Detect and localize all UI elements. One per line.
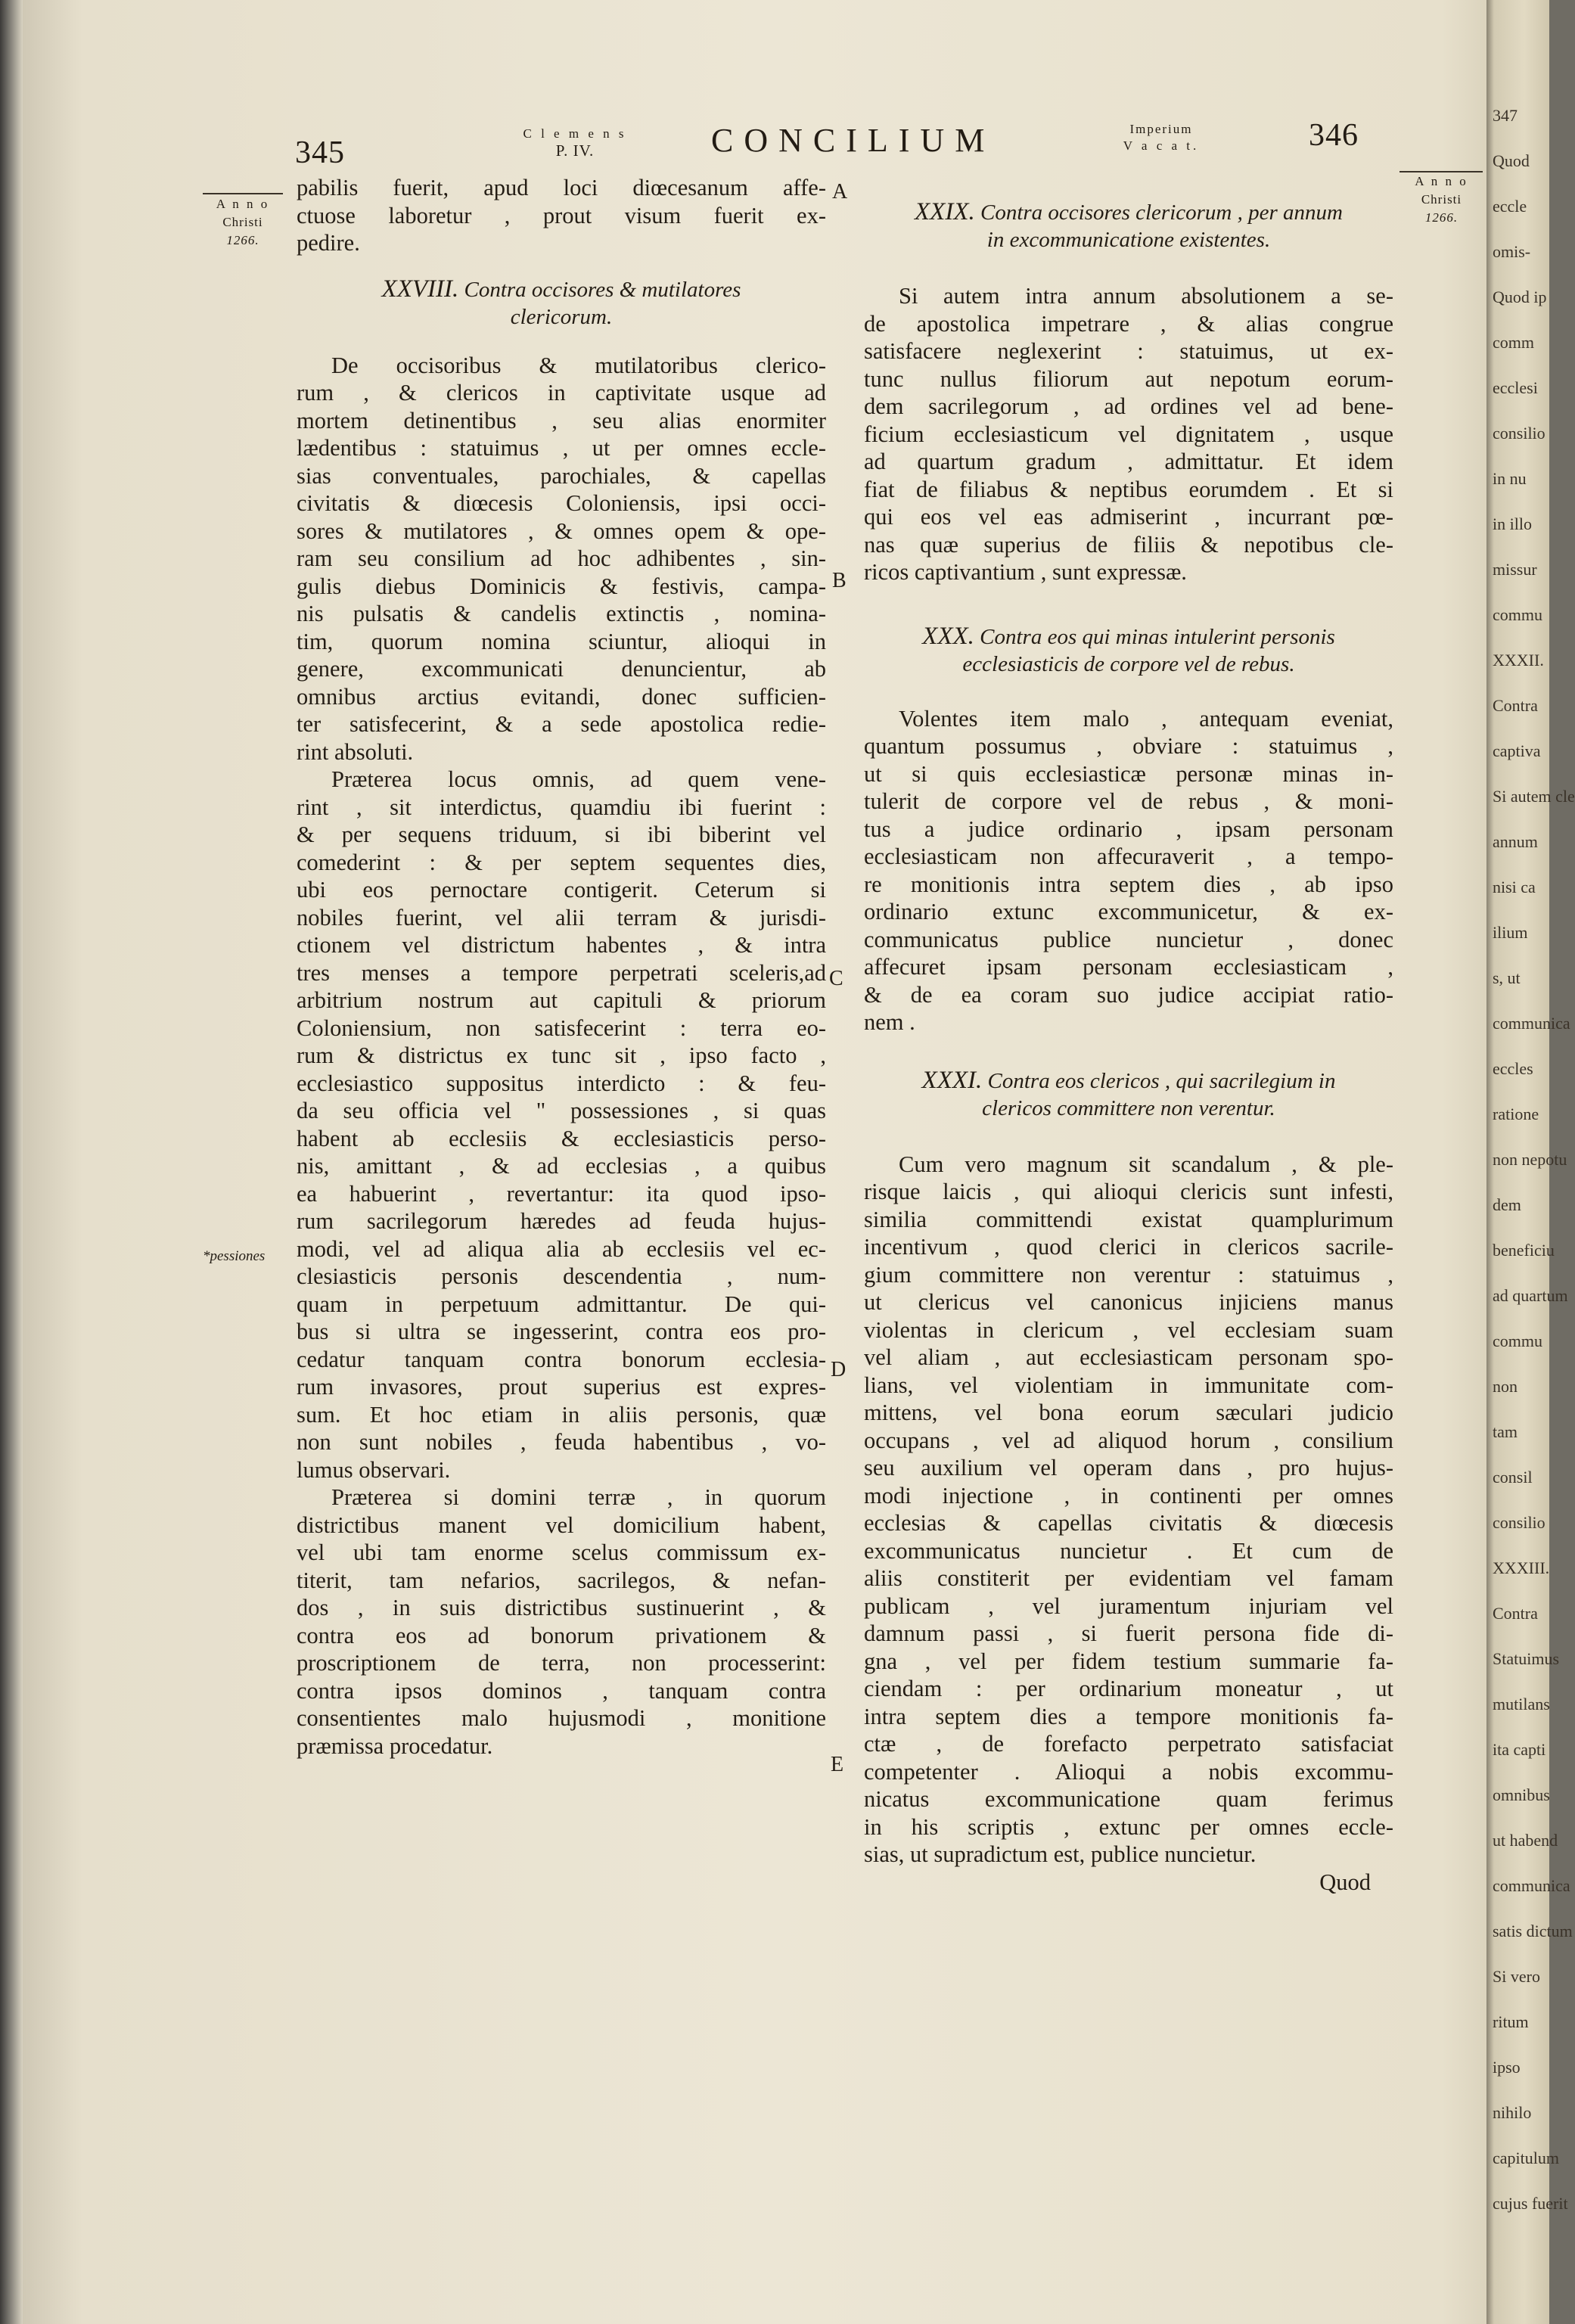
text-line: tulerit de corpore vel de rebus , & moni-	[864, 788, 1393, 814]
next-page-fragment: 347	[1493, 106, 1518, 125]
text-line: lædentibus : statuimus , ut per omnes eccle-	[297, 435, 826, 461]
christi-label: Christi	[1421, 192, 1462, 207]
text-line: Coloniensium, non satisfecerint : terra eo-	[297, 1014, 826, 1041]
next-page-fragment: communica	[1493, 1014, 1570, 1033]
next-page-fragment: communica	[1493, 1876, 1570, 1895]
text-line: similia committendi existat quamplurimum	[864, 1206, 1393, 1232]
text-line: modi, vel ad aliqua alia ab ecclesiis vel ec-	[297, 1235, 826, 1262]
heading-text: ecclesiasticis de corpore vel de rebus.	[962, 651, 1295, 676]
text-line: pedire.	[297, 230, 360, 256]
heading-text: clericos committere non verentur.	[982, 1095, 1275, 1120]
next-page-fragment: non	[1493, 1377, 1518, 1396]
text-line: arbitrium nostrum aut capituli & priorum	[297, 987, 826, 1013]
left-column	[297, 174, 826, 1760]
next-page-fragment: Si autem cle	[1493, 787, 1575, 806]
next-page-fragment: ipso	[1493, 2058, 1521, 2077]
text-line: tunc nullus filiorum aut nepotum eorum-	[864, 365, 1393, 392]
text-line: de apostolica impetrare , & alias congrue	[864, 310, 1393, 337]
text-line: Præterea locus omnis, ad quem vene-	[331, 766, 826, 792]
text-line: districtibus manent vel domicilium habent,	[297, 1512, 826, 1538]
text-line: mortem detinentibus , seu alias enormiter	[297, 407, 826, 433]
text-line: contra ipsos dominos , tanquam contra	[297, 1677, 826, 1704]
next-page-fragment: omis-	[1493, 242, 1531, 261]
text-line: ctuose laboretur , prout visum fuerit ex-	[297, 202, 826, 228]
next-page-fragment: comm	[1493, 333, 1534, 352]
text-line: ecclesiastico suppositus interdicto : & feu-	[297, 1070, 826, 1096]
heading-text: Contra occisores clericorum , per annum	[980, 200, 1343, 225]
text-line: ut clericus vel canonicus injiciens manus	[864, 1289, 1393, 1315]
next-page-fragment: ecclesi	[1493, 378, 1538, 397]
text-line: lumus observari.	[297, 1456, 451, 1483]
text-line: proscriptionem de terra, non processerint:	[297, 1650, 826, 1676]
heading-xxviii	[297, 275, 826, 331]
text-line: ctionem vel districtum habentes , & intra	[297, 932, 826, 958]
text-line: occupans , vel ad aliquod horum , consilium	[864, 1427, 1393, 1453]
next-page-fragment: captiva	[1493, 741, 1541, 760]
heading-number: XXXI.	[921, 1066, 983, 1094]
text-line: contra eos ad bonorum privationem &	[297, 1622, 826, 1648]
text-line: dos , in suis districtibus sustinuerint , &	[297, 1595, 826, 1620]
text-line: Si autem intra annum absolutionem a se-	[899, 283, 1393, 309]
heading-number: XXX.	[922, 622, 974, 650]
next-page-fragment: ut habend	[1493, 1831, 1558, 1850]
intro-lines	[297, 174, 826, 257]
section-letter-a: A	[832, 180, 848, 204]
heading-xxxi	[864, 1067, 1393, 1122]
next-page-fragment: commu	[1493, 605, 1542, 624]
section-letter-d: D	[831, 1358, 847, 1381]
text-line: risque laicis , qui alioqui clericis sunt infesti,	[864, 1179, 1393, 1204]
section-letter-b: B	[832, 569, 847, 592]
text-line: fiat de filiabus & neptibus eorumdem . Et si	[864, 476, 1393, 502]
paragraph	[297, 1484, 826, 1760]
text-line: damnum passi , si fuerit persona fide di-	[864, 1620, 1393, 1646]
anno-label: A n n o	[216, 197, 270, 211]
text-line: ordinario extunc excommunicetur, & ex-	[864, 899, 1393, 924]
text-line: præmissa procedatur.	[297, 1732, 493, 1759]
next-page-fragment: in illo	[1493, 514, 1532, 533]
section-letter-e: E	[831, 1753, 844, 1776]
text-line: seu auxilium vel operam dans , pro hujus-	[864, 1455, 1393, 1480]
next-page-fragment: capitulum	[1493, 2148, 1559, 2167]
next-page-fragment: omnibus	[1493, 1785, 1550, 1804]
text-line: vel ubi tam enorme scelus commissum ex-	[297, 1539, 826, 1565]
next-page-fragment: XXXII.	[1493, 651, 1544, 670]
text-line: ram seu consilium ad hoc adhibentes , sin-	[297, 545, 826, 571]
text-line: satisfacere neglexerint : statuimus, ut ex-	[864, 338, 1393, 364]
catchword: Quod	[1319, 1869, 1371, 1895]
book-page	[23, 0, 1517, 2324]
next-page-fragment: cujus fuerit	[1493, 2194, 1568, 2213]
imperium-label: Imperium	[1129, 122, 1193, 136]
running-head-imperium	[1074, 121, 1248, 154]
text-line: tus a judice ordinario , ipsam personam	[864, 816, 1393, 842]
next-page-fragment: Contra	[1493, 1604, 1538, 1623]
right-column	[864, 198, 1393, 1896]
text-line: tim, quorum nomina sciuntur, alioqui in	[297, 628, 826, 654]
text-line: ciendam : per ordinarium moneatur , ut	[864, 1676, 1393, 1701]
text-line: qui eos vel eas admiserint , incurrant pœ-	[864, 504, 1393, 530]
heading-text: in excommunicatione existentes.	[986, 228, 1271, 252]
text-line: intra septem dies a tempore monitionis fa-	[864, 1703, 1393, 1729]
text-line: Cum vero magnum sit scandalum , & ple-	[899, 1151, 1393, 1177]
margin-anno-right	[1390, 172, 1493, 227]
heading-text: Contra eos qui minas intulerint personis	[980, 624, 1335, 649]
text-line: rum & districtus ex tunc sit , ipso facto ,	[297, 1042, 826, 1068]
next-page-fragment: Si vero	[1493, 1967, 1540, 1986]
year-label: 1266.	[1424, 210, 1459, 225]
vacat-label: V a c a t.	[1123, 138, 1200, 153]
paragraph	[297, 352, 826, 766]
paragraph	[864, 705, 1393, 1036]
text-line: incentivum , quod clerici in clericos sacrile-	[864, 1234, 1393, 1260]
next-page-fragment: tam	[1493, 1422, 1518, 1441]
next-page-fragment: s, ut	[1493, 968, 1521, 987]
text-line: ea habuerint , revertantur: ita quod ipso-	[297, 1180, 826, 1207]
text-line: habent ab ecclesiis & ecclesiasticis perso-	[297, 1125, 826, 1151]
text-line: comederint : & per septem sequentes dies,	[297, 849, 826, 875]
text-line: communicatus publice nuncietur , donec	[864, 926, 1393, 952]
text-line: modi injectione , in continenti per omnes	[864, 1482, 1393, 1508]
page-number-left: 345	[295, 135, 345, 170]
margin-rule-left	[203, 193, 283, 194]
next-page-fragment: consil	[1493, 1468, 1533, 1487]
heading-xxx	[864, 623, 1393, 678]
page-number-right: 346	[1309, 118, 1359, 153]
text-line: excommunicatus nuncietur . Et cum de	[864, 1537, 1393, 1564]
paragraph	[864, 282, 1393, 586]
margin-gloss: *pessiones	[203, 1248, 266, 1264]
text-line: ecclesiasticam non affecuraverit , a tempo-	[864, 844, 1393, 869]
next-page-fragment: missur	[1493, 560, 1537, 579]
text-line: sores & mutilatores , & omnes opem & ope-	[297, 517, 826, 544]
next-page-fragment: ad quartum	[1493, 1286, 1568, 1305]
text-line: ubi eos pernoctare contigerit. Ceterum si	[297, 877, 826, 903]
paragraph	[864, 1151, 1393, 1869]
text-line: gulis diebus Dominicis & festivis, campa-	[297, 573, 826, 599]
text-line: genere, excommunicati denuncientur, ab	[297, 656, 826, 682]
text-line: aliis constiterit per evidentiam vel famam	[864, 1565, 1393, 1591]
text-line: clesiasticis personis descendentia , num-	[297, 1263, 826, 1289]
christi-label: Christi	[222, 215, 263, 229]
text-line: publicam , vel juramentum injuriam vel	[864, 1592, 1393, 1619]
year-label: 1266.	[226, 233, 259, 247]
text-line: ad quartum gradum , admittatur. Et idem	[864, 449, 1393, 474]
next-page-fragment: non nepotu	[1493, 1150, 1567, 1169]
next-page-fragment: Quod ip	[1493, 287, 1547, 306]
heading-text: Contra eos clericos , qui sacrilegium in	[987, 1068, 1336, 1093]
margin-anno-left	[194, 195, 292, 250]
text-line: vel aliam , aut ecclesiasticam personam spo-	[864, 1344, 1393, 1370]
text-line: & de ea coram suo judice accipiat ratio-	[864, 981, 1393, 1008]
anno-label: A n n o	[1415, 174, 1468, 188]
text-line: Præterea si domini terræ , in quorum	[331, 1484, 826, 1510]
text-line: rum sacrilegorum hæredes ad feuda hujus-	[297, 1208, 826, 1234]
text-line: non sunt nobiles , feuda habentibus , vo-	[297, 1429, 826, 1455]
text-line: Volentes item malo , antequam eveniat,	[899, 705, 1393, 732]
text-line: De occisoribus & mutilatoribus clerico-	[331, 352, 826, 378]
text-line: violentas in clericum , vel ecclesiam suam	[864, 1316, 1393, 1343]
text-line: competenter . Alioqui a nobis excommu-	[864, 1758, 1393, 1785]
pope-name: C l e m e n s	[523, 126, 627, 141]
next-page-fragment: XXXIII.	[1493, 1558, 1550, 1577]
text-line: gna , vel per fidem testium summarie fa-	[864, 1648, 1393, 1674]
next-page-fragment: nihilo	[1493, 2103, 1532, 2122]
text-line: da seu officia vel " possessiones , si quas	[297, 1098, 826, 1123]
section-letter-c: C	[829, 967, 843, 990]
text-line: rint , sit interdictus, quamdiu ibi fuerint :	[297, 794, 826, 820]
text-line: nobiles fuerint, vel alii terram & jurisdi-	[297, 904, 826, 931]
next-page-fragment: Quod	[1493, 151, 1530, 170]
text-line: omnibus arctius evitandi, donec sufficien-	[297, 683, 826, 710]
text-line: ecclesias & capellas civitatis & diœcesis	[864, 1510, 1393, 1536]
next-page-fragment: ita capti	[1493, 1740, 1546, 1759]
next-page-fragment: annum	[1493, 832, 1538, 851]
text-line: titerit, tam nefarios, sacrilegos, & nefan-	[297, 1567, 826, 1593]
next-page-fragment: eccles	[1493, 1059, 1533, 1078]
heading-xxix	[864, 198, 1393, 253]
next-page-fragment: consilio	[1493, 1513, 1545, 1532]
text-line: sias conventuales, parochiales, & capellas	[297, 462, 826, 489]
text-line: quam in perpetuum admittantur. De qui-	[297, 1291, 826, 1317]
text-line: ter satisfecerint, & a sede apostolica redie-	[297, 711, 826, 737]
text-line: rum , & clericos in captivitate usque ad	[297, 380, 826, 405]
text-line: rum invasores, prout superius est expres-	[297, 1374, 826, 1400]
text-line: pabilis fuerit, apud loci diœcesanum affe-	[297, 175, 826, 200]
next-page-fragment: commu	[1493, 1331, 1542, 1350]
next-page-fragment: eccle	[1493, 197, 1527, 216]
heading-number: XXVIII.	[381, 275, 459, 303]
text-line: nis pulsatis & candelis extinctis , nomina-	[297, 601, 826, 626]
text-line: nem .	[864, 1009, 915, 1035]
text-line: lians, vel violentiam in immunitate com-	[864, 1372, 1393, 1398]
running-head-title: CONCILIUM	[711, 122, 996, 159]
next-page-fragment: Contra	[1493, 696, 1538, 715]
book-gutter-edge	[0, 0, 23, 2324]
text-line: tres menses a tempore perpetrati sceleris,ad	[297, 959, 826, 986]
text-line: nas quæ superius de filiis & nepotibus cle-	[864, 531, 1393, 558]
text-line: gium committere non verentur : statuimus ,	[864, 1261, 1393, 1288]
next-page-fragment: ritum	[1493, 2012, 1529, 2031]
next-page-fragment: mutilans	[1493, 1695, 1550, 1713]
next-page-fragment: nisi ca	[1493, 878, 1536, 896]
next-page-fragment: ratione	[1493, 1105, 1539, 1123]
text-line: rint absoluti.	[297, 738, 414, 765]
next-page-fragment: satis dictum	[1493, 1922, 1573, 1940]
next-page-edge	[1486, 0, 1575, 2324]
text-line: in his scriptis , extunc per omnes eccle-	[864, 1813, 1393, 1840]
text-line: mittens, vel bona eorum sæculari judicio	[864, 1400, 1393, 1425]
text-line: cedatur tanquam contra bonorum ecclesia-	[297, 1346, 826, 1372]
next-page-fragment: in nu	[1493, 469, 1527, 488]
pope-number: P. IV.	[555, 141, 595, 160]
heading-text: Contra occisores & mutilatores	[464, 277, 741, 302]
text-line: ctæ , de forefacto perpetrato satisfaciat	[864, 1731, 1393, 1757]
text-line: sias, ut supradictum est, publice nuncietur.	[864, 1841, 1257, 1867]
text-line: ficium ecclesiasticum vel dignitatem , usque	[864, 421, 1393, 447]
text-line: nis, amittant , & ad ecclesias , a quibus	[297, 1153, 826, 1179]
heading-number: XXIX.	[915, 198, 975, 225]
next-page-fragment: beneficiu	[1493, 1241, 1555, 1260]
text-line: quantum possumus , obviare : statuimus ,	[864, 733, 1393, 759]
text-line: civitatis & diœcesis Coloniensis, ipsi occi-	[297, 490, 826, 516]
text-line: sum. Et hoc etiam in aliis personis, quæ	[297, 1401, 826, 1428]
text-line: affecuret ipsam personam ecclesiasticam ,	[864, 954, 1393, 980]
text-line: re monitionis intra septem dies , ab ipso	[864, 871, 1393, 897]
next-page-fragment: Statuimus	[1493, 1649, 1560, 1668]
text-line: nicatus excommunicatione quam ferimus	[864, 1786, 1393, 1812]
text-line: bus si ultra se ingesserint, contra eos pro-	[297, 1319, 826, 1344]
paragraph	[297, 766, 826, 1484]
text-line: consentientes malo hujusmodi , monitione	[297, 1705, 826, 1731]
text-line: dem sacrilegorum , ad ordines vel ad bene-	[864, 393, 1393, 419]
text-line: ricos captivantium , sunt expressæ.	[864, 559, 1187, 585]
running-head-pope	[492, 126, 658, 159]
next-page-fragment: consilio	[1493, 424, 1545, 443]
text-line: ut si quis ecclesiasticæ personæ minas in-	[864, 760, 1393, 787]
next-page-fragment: ilium	[1493, 923, 1528, 942]
next-page-fragment: dem	[1493, 1195, 1521, 1214]
heading-text: clericorum.	[510, 304, 613, 329]
text-line: & per sequens triduum, si ibi biberint vel	[297, 822, 826, 847]
